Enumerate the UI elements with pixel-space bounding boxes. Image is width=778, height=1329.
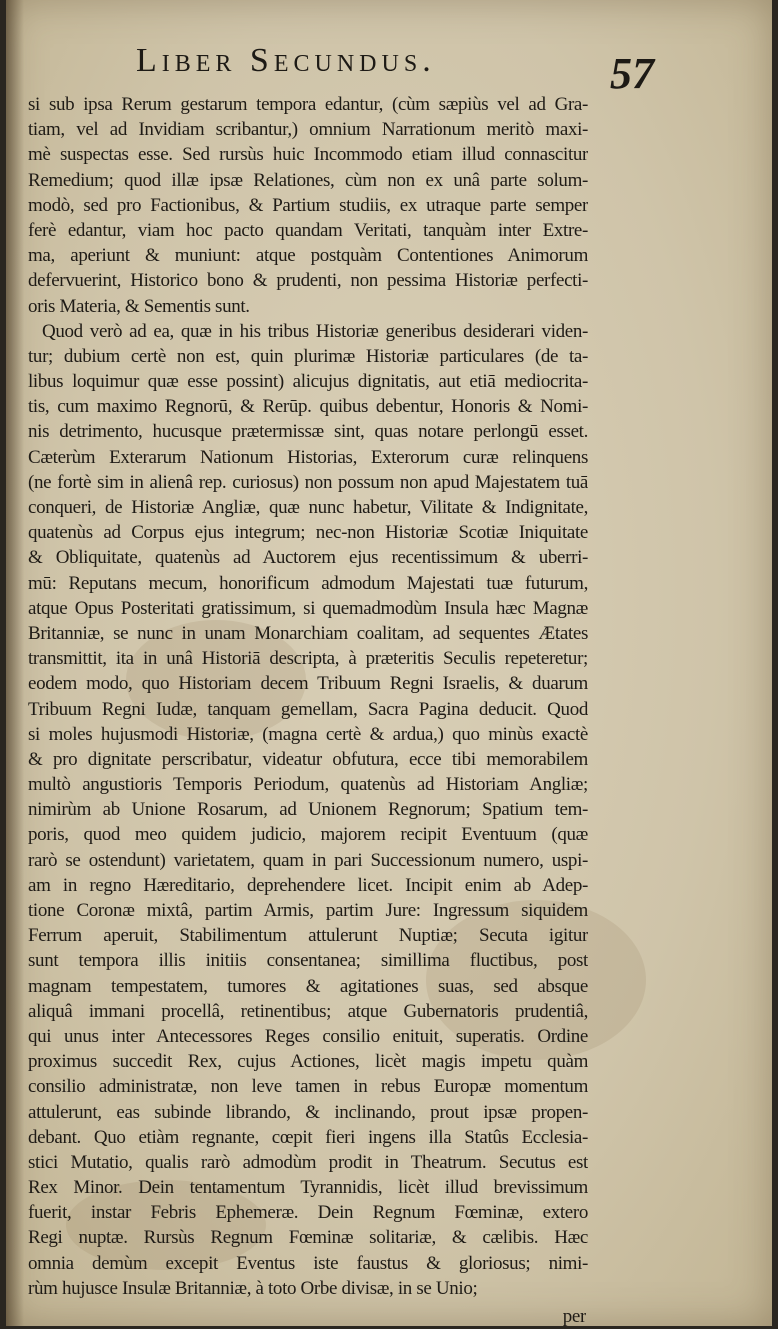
body-text — [28, 92, 588, 1301]
text-line: ma, aperiunt & muniunt: atque postquàm Contentiones Animorum — [28, 245, 588, 267]
text-line: Britanniæ, se nunc in unam Monarchiam coalitam, ad sequentes Ætates — [28, 622, 588, 644]
text-line: atque Opus Posteritati gratissimum, si quemadmodùm Insula hæc Magnæ — [28, 597, 588, 619]
text-line: libus loquimur quæ esse possint) alicujus dignitatis, aut etiā mediocrita- — [28, 371, 588, 393]
text-line: Remedium; quod illæ ipsæ Relationes, cùm non ex unâ parte solum- — [28, 169, 588, 191]
text-line: Quod verò ad ea, quæ in his tribus Historiæ generibus desiderari viden- — [42, 320, 588, 342]
text-line: eodem modo, quo Historiam decem Tribuum Regni Israelis, & duarum — [28, 673, 588, 695]
text-line: fuerit, instar Febris Ephemeræ. Dein Regnum Fœminæ, extero — [28, 1202, 588, 1224]
text-line: ferè edantur, viam hoc pacto quandam Veritati, tanquàm inter Extre- — [28, 219, 588, 241]
text-line: stici Mutatio, qualis rarò admodùm prodit in Theatrum. Secutus est — [28, 1151, 588, 1173]
text-line: tur; dubium certè non est, quin plurimæ Historiæ particulares (de ta- — [28, 345, 588, 367]
text-line: tiam, vel ad Invidiam scribantur,) omnium Narrationum meritò maxi- — [28, 119, 588, 141]
page-number: 57 — [610, 49, 654, 98]
catchword: per — [562, 1305, 586, 1327]
text-line: rarò se ostendunt) varietatem, quam in pari Successionum numero, uspi- — [28, 849, 588, 871]
text-line: poris, quod meo quidem judicio, majorem recipit Eventuum (quæ — [28, 824, 588, 846]
text-line: rùm hujusce Insulæ Britanniæ, à toto Orbe divisæ, in se Unio; — [28, 1277, 478, 1299]
text-line: si moles hujusmodi Historiæ, (magna certè & ardua,) quo minùs exactè — [28, 723, 588, 745]
text-line: Rex Minor. Dein tentamentum Tyrannidis, licèt illud brevissimum — [28, 1177, 588, 1199]
text-line: oris Materia, & Sementis sunt. — [28, 295, 250, 317]
text-line: transmittit, ita in unâ Historiā descripta, à præteritis Seculis repeteretur; — [28, 648, 588, 670]
text-line: & Obliquitate, quatenùs ad Auctorem ejus recentissimum & uberri- — [28, 547, 588, 569]
text-line: modò, sed pro Factionibus, & Partium studiis, ex utraque parte semper — [28, 194, 588, 216]
text-line: attulerunt, eas subinde librando, & inclinando, prout ipsæ propen- — [28, 1101, 588, 1123]
text-line: Ferrum aperuit, Stabilimentum attulerunt Nuptiæ; Secuta igitur — [28, 925, 588, 947]
text-line: magnam tempestatem, tumores & agitationes suas, sed absque — [28, 975, 588, 997]
text-line: conqueri, de Historiæ Angliæ, quæ nunc habetur, Vilitate & Indignitate, — [28, 497, 588, 518]
text-line: nimirùm ab Unione Rosarum, ad Unionem Regnorum; Spatium tem- — [28, 799, 588, 821]
text-line: qui unus inter Antecessores Reges consilio enituit, superatis. Ordine — [28, 1025, 588, 1047]
text-line: (ne fortè sim in alienâ rep. curiosus) non possum non apud Majestatem tuā — [28, 471, 588, 493]
text-line: debant. Quo etiàm regnante, cœpit fieri ingens illa Statûs Ecclesia- — [28, 1126, 588, 1148]
text-line: mè suspectas esse. Sed rursùs huic Incommodo etiam illud connascitur — [28, 144, 588, 166]
text-line: & pro dignitate perscribatur, videatur obfutura, ecce tibi memorabilem — [28, 748, 588, 770]
text-line: sunt tempora illis initiis consentanea; simillima fluctibus, post — [28, 950, 588, 972]
text-line: consilio administratæ, non leve tamen in rebus Europæ momentum — [28, 1076, 588, 1098]
text-line: si sub ipsa Rerum gestarum tempora edantur, (cùm sæpiùs vel ad Gra- — [28, 94, 588, 115]
text-line: nis detrimento, hucusque prætermissæ sint, quas notare perlongū esset. — [28, 421, 588, 443]
running-title: Liber Secundus. — [136, 42, 436, 79]
book-page — [6, 0, 772, 1326]
text-line: Cæterùm Exterarum Nationum Historias, Exterorum curæ relinquens — [28, 446, 588, 468]
text-line: omnia demùm excepit Eventus iste faustus & gloriosus; nimi- — [28, 1252, 588, 1274]
text-line: am in regno Hæreditario, deprehendere licet. Incipit enim ab Adep- — [28, 874, 588, 896]
text-line: Tribuum Regni Iudæ, tanquam gemellam, Sacra Pagina deducit. Quod — [28, 698, 588, 720]
text-line: tis, cum maximo Regnorū, & Rerūp. quibus debentur, Honoris & Nomi- — [28, 396, 588, 418]
text-line: mū: Reputans mecum, honorificum admodum Majestati tuæ futurum, — [28, 572, 588, 594]
text-line: Regi nuptæ. Rursùs Regnum Fœminæ solitariæ, & cælibis. Hæc — [28, 1227, 588, 1249]
text-line: aliquâ immani procellâ, retinentibus; atque Gubernatoris prudentiâ, — [28, 1000, 588, 1022]
text-line: proximus succedit Rex, cujus Actiones, licèt magis impetu quàm — [28, 1051, 588, 1073]
text-line: defervuerint, Historico bono & prudenti, non pessima Historiæ perfecti- — [28, 270, 588, 292]
text-line: multò angustioris Temporis Periodum, quatenùs ad Historiam Angliæ; — [28, 774, 588, 796]
text-line: quatenùs ad Corpus ejus integrum; nec-non Historiæ Scotiæ Iniquitate — [28, 522, 588, 544]
text-line: tione Coronæ mixtâ, partim Armis, partim Jure: Ingressum siquidem — [28, 900, 588, 921]
